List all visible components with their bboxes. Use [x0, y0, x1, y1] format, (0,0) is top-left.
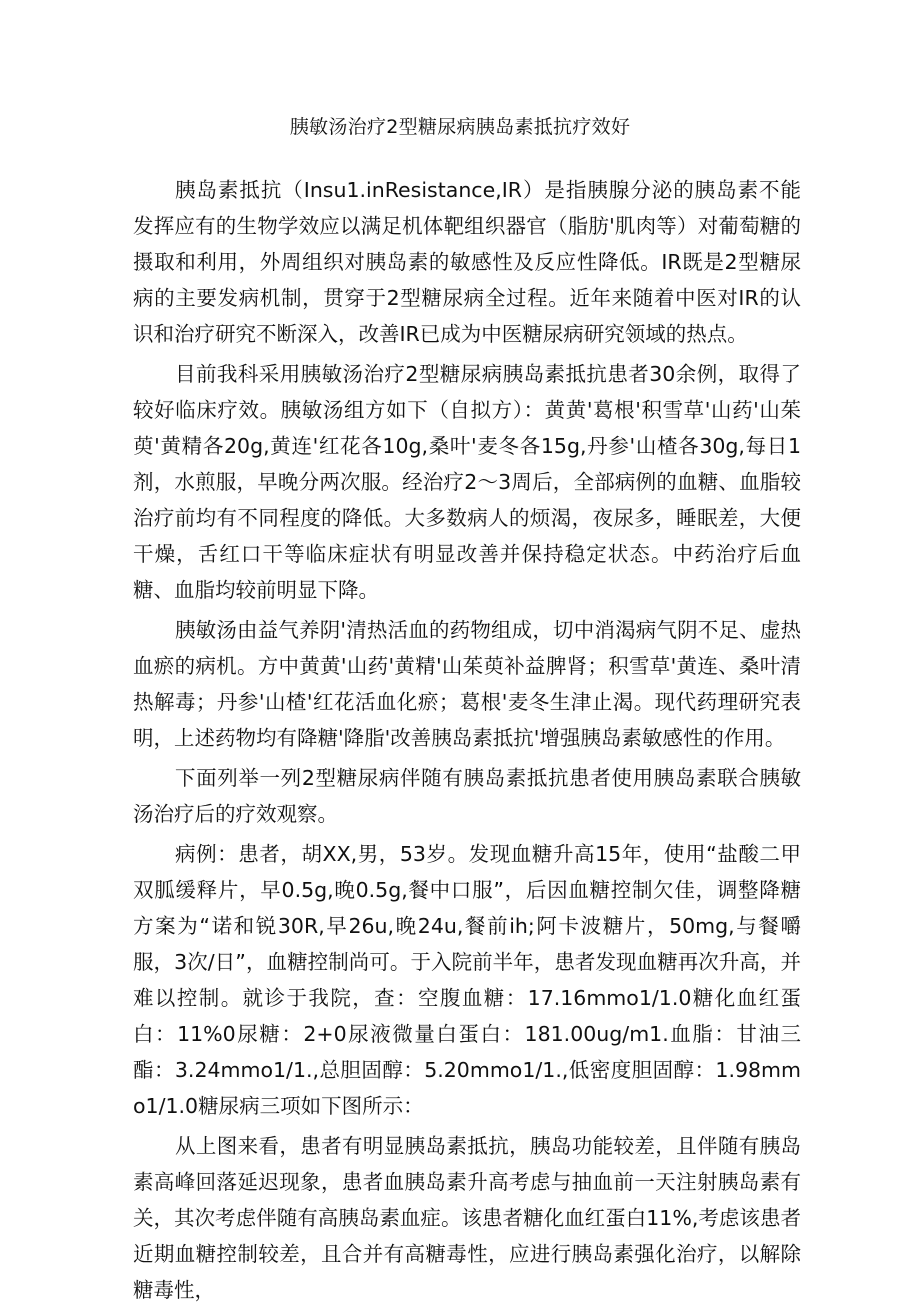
document-body: [133, 172, 801, 1308]
paragraph-treatment: 目前我科采用胰敏汤治疗2型糖尿病胰岛素抵抗患者30余例，取得了较好临床疗效。胰敏汤组方如下（自拟方）：黄黄'葛根'积雪草'山药'山茱萸'黄精各20g,黄连'红花各10g,桑叶'麦冬各15g,丹参'山楂各30g,每日1剂，水煎服，早晚分两次服。经治疗2〜3周后，全部病例的血糖、血脂较治疗前均有不同程度的降低。大多数病人的烦渴，夜尿多，睡眠差，大便干燥，舌红口干等临床症状有明显改善并保持稳定状态。中药治疗后血糖、血脂均较前明显下降。: [133, 362, 801, 602]
paragraph-mechanism: 胰敏汤由益气养阴'清热活血的药物组成，切中消渴病气阴不足、虚热血瘀的病机。方中黄黄'山药'黄精'山茱萸补益脾肾；积雪草'黄连、桑叶清热解毒；丹参'山楂'红花活血化瘀；葛根'麦冬生津止渴。现代药理研究表明，上述药物均有降糖'降脂'改善胰岛素抵抗'增强胰岛素敏感性的作用。: [133, 618, 801, 750]
document-title: 胰敏汤治疗2型糖尿病胰岛素抵抗疗效好: [289, 116, 631, 138]
paragraph-case-intro: 下面列举一列2型糖尿病伴随有胰岛素抵抗患者使用胰岛素联合胰敏汤治疗后的疗效观察。: [133, 766, 801, 826]
paragraph-analysis: 从上图来看，患者有明显胰岛素抵抗，胰岛功能较差，且伴随有胰岛素高峰回落延迟现象，患者血胰岛素升高考虑与抽血前一天注射胰岛素有关，其次考虑伴随有高胰岛素血症。该患者糖化血红蛋白11%,考虑该患者近期血糖控制较差，且合并有高糖毒性，应进行胰岛素强化治疗，以解除糖毒性，: [133, 1134, 801, 1302]
paragraph-case: 病例：患者，胡XX,男，53岁。发现血糖升高15年，使用“盐酸二甲双胍缓释片，早0.5g,晚0.5g,餐中口服”，后因血糖控制欠佳，调整降糖方案为“诺和锐30R,早26u,晚24u,餐前ih;阿卡波糖片，50mg,与餐嚼服，3次/日”，血糖控制尚可。于入院前半年，患者发现血糖再次升高，并难以控制。就诊于我院，查：空腹血糖：17.16mmo1∕1.0糖化血红蛋白：11%0尿糖：2+0尿液微量白蛋白：181.00ug∕m1.血脂：甘油三酯：3.24mmo1∕1.,总胆固醇：5.20mmo1∕1.,低密度胆固醇：1.98mmo1∕1.0糖尿病三项如下图所示：: [133, 842, 801, 1118]
paragraph-intro: 胰岛素抵抗（Insu1.inResistance,IR）是指胰腺分泌的胰岛素不能发挥应有的生物学效应以满足机体靶组织器官（脂肪'肌肉等）对葡萄糖的摄取和利用，外周组织对胰岛素的敏感性及反应性降低。IR既是2型糖尿病的主要发病机制，贯穿于2型糖尿病全过程。近年来随着中医对IR的认识和治疗研究不断深入，改善IR已成为中医糖尿病研究领域的热点。: [133, 178, 801, 346]
